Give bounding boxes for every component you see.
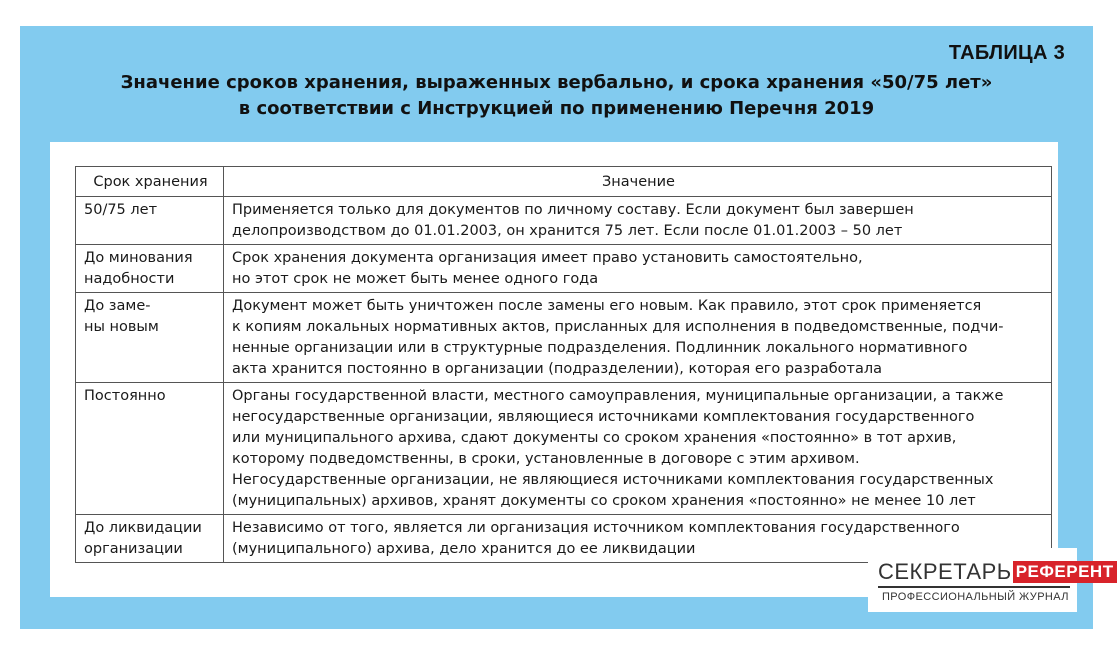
logo-wordmark	[878, 559, 1117, 585]
term-cell: До минования надобности	[76, 245, 224, 293]
column-header-term: Срок хранения	[76, 167, 224, 197]
term-cell: До ликвидации организации	[76, 515, 224, 563]
publisher-logo	[868, 548, 1114, 612]
term-cell: До заме- ны новым	[76, 293, 224, 383]
term-cell: Постоянно	[76, 383, 224, 515]
table-row	[76, 245, 1052, 293]
title-line-2: в соответствии с Инструкцией по применению Перечня 2019	[238, 98, 875, 119]
meaning-cell: Независимо от того, является ли организация источником комплектования государственного (муниципального) архива, дело хранится до ее ликвидации	[224, 515, 1052, 563]
logo-divider	[878, 586, 1070, 588]
meaning-cell: Применяется только для документов по личному составу. Если документ был завершен делопроизводством до 01.01.2003, он хранится 75 лет. Если после 01.01.2003 – 50 лет	[224, 197, 1052, 245]
term-cell: 50/75 лет	[76, 197, 224, 245]
table-header-row	[76, 167, 1052, 197]
table-title	[20, 70, 1093, 122]
table-row	[76, 383, 1052, 515]
meaning-cell: Срок хранения документа организация имеет право установить самостоятельно, но этот срок не может быть менее одного года	[224, 245, 1052, 293]
title-line-1: Значение сроков хранения, выраженных вербально, и срока хранения «50/75 лет»	[120, 72, 993, 93]
logo-word-secretary: СЕКРЕТАРЬ	[878, 559, 1012, 584]
table-card	[50, 142, 1058, 597]
table-panel	[20, 26, 1093, 629]
retention-table	[75, 166, 1052, 563]
table-row	[76, 197, 1052, 245]
table-row	[76, 293, 1052, 383]
logo-word-referent: РЕФЕРЕНТ	[1013, 561, 1117, 583]
meaning-cell: Документ может быть уничтожен после замены его новым. Как правило, этот срок применяется к копиям локальных нормативных актов, присланных для исполнения в подведомственные, подчи- ненные организации или в структурные подразделения. Подлинник локального нормативного акта хранится постоянно в организации (подразделении), которая его разработала	[224, 293, 1052, 383]
meaning-cell: Органы государственной власти, местного самоуправления, муниципальные организации, а также негосударственные организации, являющиеся источниками комплектования государственного или муниципального архива, сдают документы со сроком хранения «постоянно» в тот архив, которому подведомственны, в сроки, установленные в договоре с этим архивом. Негосударственные организации, не являющиеся источниками комплектования государственных (муниципальных) архивов, хранят документы со сроком хранения «постоянно» не менее 10 лет	[224, 383, 1052, 515]
table-number: ТАБЛИЦА 3	[948, 42, 1065, 64]
logo-subtitle: ПРОФЕССИОНАЛЬНЫЙ ЖУРНАЛ	[882, 591, 1069, 603]
column-header-meaning: Значение	[224, 167, 1052, 197]
